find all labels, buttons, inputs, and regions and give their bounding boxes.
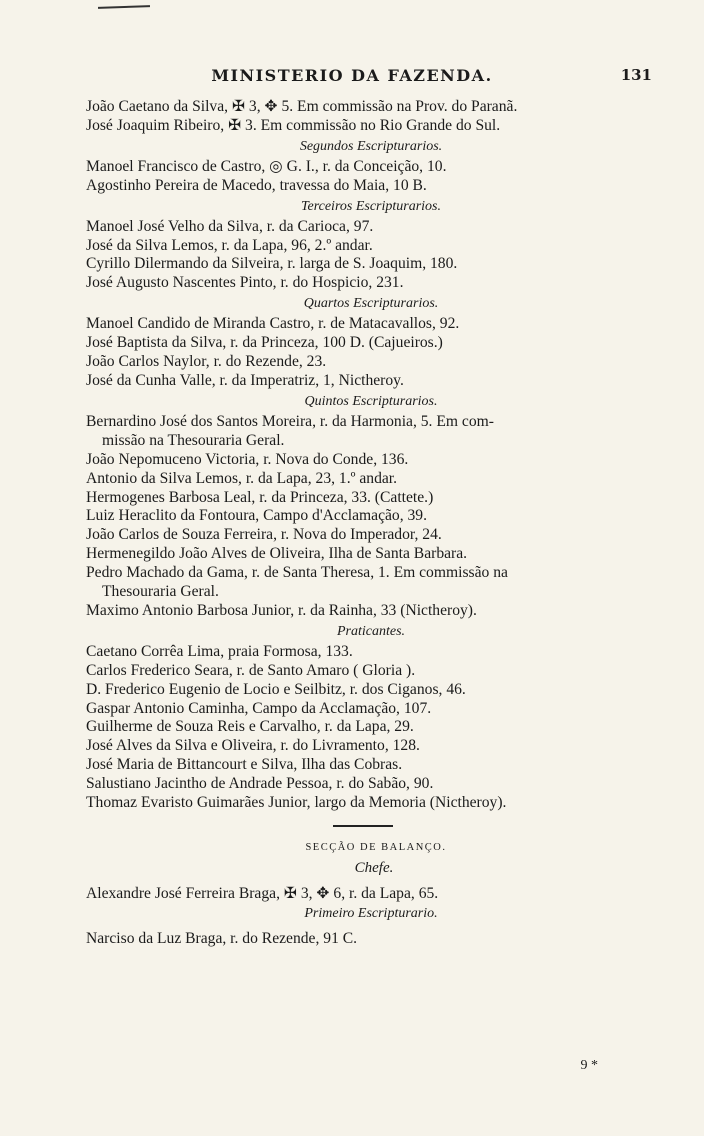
entry-line: Gaspar Antonio Caminha, Campo da Acclamação, 107. xyxy=(86,699,432,717)
running-head: MINISTERIO DA FAZENDA. xyxy=(211,66,493,85)
section-heading: SECÇÃO DE BALANÇO. xyxy=(305,841,447,853)
entry-line: Alexandre José Ferreira Braga, ✠ 3, ✥ 6, r. da Lapa, 65. xyxy=(86,884,439,902)
entry-line: Thomaz Evaristo Guimarães Junior, largo da Memoria (Nictheroy). xyxy=(86,794,507,812)
entry-line: João Caetano da Silva, ✠ 3, ✥ 5. Em commissão na Prov. do Paranã. xyxy=(86,98,518,115)
entry-line: Maximo Antonio Barbosa Junior, r. da Rainha, 33 (Nictheroy). xyxy=(86,601,477,619)
entry-line: Manoel José Velho da Silva, r. da Carioca, 97. xyxy=(86,217,374,235)
entry-line: João Carlos de Souza Ferreira, r. Nova do Imperador, 24. xyxy=(86,526,442,544)
section-title: Primeiro Escripturario. xyxy=(304,906,438,922)
entry-line: José Joaquim Ribeiro, ✠ 3. Em commissão no Rio Grande do Sul. xyxy=(86,116,501,134)
entry-line: José Maria de Bittancourt e Silva, Ilha das Cobras. xyxy=(86,756,403,774)
entry-line: Hermogenes Barbosa Leal, r. da Princeza, 33. (Cattete.) xyxy=(86,488,434,506)
entry-line: Guilherme de Souza Reis e Carvalho, r. da Lapa, 29. xyxy=(86,718,414,736)
section-title: Praticantes. xyxy=(336,623,406,639)
entry-line: Hermenegildo João Alves de Oliveira, Ilha de Santa Barbara. xyxy=(86,545,468,563)
entry-line: Antonio da Silva Lemos, r. da Lapa, 23, 1.º andar. xyxy=(86,469,398,487)
page-number: 131 xyxy=(620,66,652,84)
page-body xyxy=(86,98,676,949)
signature-mark: 9 * xyxy=(580,1058,598,1073)
entry-line: José Baptista da Silva, r. da Princeza, 100 D. (Cajueiros.) xyxy=(86,334,443,352)
page-header xyxy=(0,66,704,90)
entry-line: D. Frederico Eugenio de Locio e Seilbitz, r. dos Ciganos, 46. xyxy=(86,680,466,698)
entry-line: José da Silva Lemos, r. da Lapa, 96, 2.º andar. xyxy=(86,236,373,254)
entry-line: Bernardino José dos Santos Moreira, r. da Harmonia, 5. Em com- xyxy=(86,412,494,430)
entry-continuation: missão na Thesouraria Geral. xyxy=(102,431,285,449)
entry-line: Agostinho Pereira de Macedo, travessa do Maia, 10 B. xyxy=(86,176,427,194)
ink-mark xyxy=(98,5,150,9)
entry-line: José Alves da Silva e Oliveira, r. do Livramento, 128. xyxy=(86,737,420,755)
entry-line: Manoel Candido de Miranda Castro, r. de Matacavallos, 92. xyxy=(86,315,460,333)
entry-line: José da Cunha Valle, r. da Imperatriz, 1, Nictheroy. xyxy=(86,371,404,389)
entry-line: Salustiano Jacintho de Andrade Pessoa, r. do Sabão, 90. xyxy=(86,775,434,793)
entry-line: Cyrillo Dilermando da Silveira, r. larga de S. Joaquim, 180. xyxy=(86,255,458,273)
entry-continuation: Thesouraria Geral. xyxy=(102,583,219,601)
entry-line: Luiz Heraclito da Fontoura, Campo d'Acclamação, 39. xyxy=(86,507,427,525)
section-divider xyxy=(333,825,393,827)
entry-line: João Nepomuceno Victoria, r. Nova do Conde, 136. xyxy=(86,450,409,468)
entry-line: Manoel Francisco de Castro, ◎ G. I., r. da Conceição, 10. xyxy=(86,157,447,175)
section-title: Terceiros Escripturarios. xyxy=(300,198,441,214)
entry-line: Narciso da Luz Braga, r. do Rezende, 91 C. xyxy=(86,930,358,948)
entry-line: João Carlos Naylor, r. do Rezende, 23. xyxy=(86,353,327,371)
section-title: Segundos Escripturarios. xyxy=(299,138,443,154)
entry-line: Pedro Machado da Gama, r. de Santa Theresa, 1. Em commissão na xyxy=(86,564,508,582)
entry-line: Carlos Frederico Seara, r. de Santo Amaro ( Gloria ). xyxy=(86,661,416,679)
entry-line: Caetano Corrêa Lima, praia Formosa, 133. xyxy=(86,642,353,660)
chefe-title: Chefe. xyxy=(354,859,394,876)
entry-line: José Augusto Nascentes Pinto, r. do Hospicio, 231. xyxy=(86,274,404,292)
section-title: Quartos Escripturarios. xyxy=(303,296,439,312)
section-title: Quintos Escripturarios. xyxy=(304,393,438,409)
